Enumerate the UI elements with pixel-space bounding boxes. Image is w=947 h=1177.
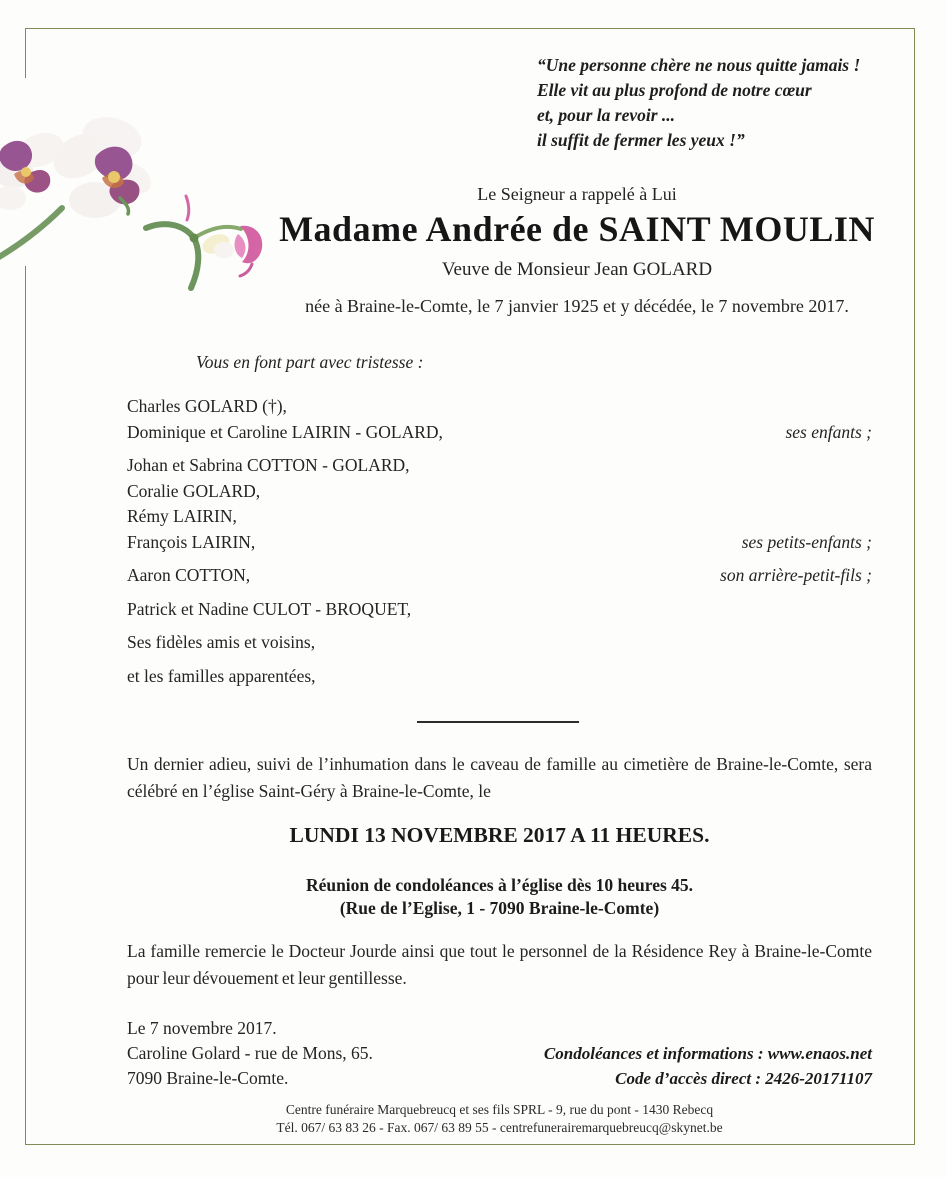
contact-address-line: 7090 Braine-le-Comte.: [127, 1068, 289, 1088]
relation-label: ses petits-enfants ;: [741, 531, 872, 552]
family-member: Coralie GOLARD,: [127, 480, 261, 501]
family-names: [127, 630, 315, 656]
family-group-related-families: [127, 664, 872, 690]
announcement-date: Le 7 novembre 2017.: [127, 1018, 277, 1038]
family-names: [127, 664, 316, 690]
thanks-paragraph: La famille remercie le Docteur Jourde ainsi que tout le personnel de la Résidence Rey à Braine-le-Comte pour leur dévouement et leur gentillesse.: [127, 941, 872, 988]
family-member: Patrick et Nadine CULOT - BROQUET,: [127, 598, 412, 619]
family-group-other: [127, 597, 872, 623]
deceased-name: Madame Andrée de SAINT MOULIN: [279, 209, 875, 249]
meeting-time: Réunion de condoléances à l’église dès 10 heures 45.: [305, 875, 694, 895]
life-dates: née à Braine-le-Comte, le 7 janvier 1925 et y décédée, le 7 novembre 2017.: [305, 296, 849, 316]
relation-label: ses enfants ;: [785, 421, 872, 442]
widow-line: Veuve de Monsieur Jean GOLARD: [441, 259, 713, 280]
ceremony-datetime: LUNDI 13 NOVEMBRE 2017 A 11 HEURES.: [289, 823, 710, 847]
family-group-grandchildren: [127, 453, 872, 555]
family-names: [127, 394, 443, 445]
funeral-home-address: Centre funéraire Marquebreucq et ses fils SPRL - 9, rue du pont - 1430 Rebecq: [285, 1102, 714, 1117]
condolences-url-line: Condoléances et informations : www.enaos.net: [543, 1044, 872, 1063]
family-member: et les familles apparentées,: [127, 665, 316, 686]
condolence-meeting-block: [127, 874, 872, 920]
online-condolences-block: [544, 1041, 872, 1091]
family-names: [127, 597, 411, 623]
relation-label: son arrière-petit-fils ;: [720, 565, 872, 585]
family-member: Rémy LAIRIN,: [127, 506, 237, 526]
contact-section: [127, 1016, 872, 1091]
contact-address-line: Caroline Golard - rue de Mons, 65.: [127, 1043, 373, 1063]
header-block: [237, 183, 917, 317]
family-group-friends: [127, 630, 872, 656]
family-member: François LAIRIN,: [127, 531, 256, 552]
family-group-children: [127, 394, 872, 445]
quote-line: et, pour la revoir ...: [537, 105, 676, 125]
family-member: Ses fidèles amis et voisins,: [127, 632, 316, 652]
memorial-quote: [537, 53, 860, 153]
family-member: Aaron COTTON,: [127, 565, 251, 585]
family-names: [127, 453, 410, 555]
access-code-line: Code d’accès direct : 2426-20171107: [615, 1069, 872, 1088]
meeting-address: (Rue de l’Eglise, 1 - 7090 Braine-le-Comte): [339, 898, 660, 918]
header-intro: Le Seigneur a rappelé à Lui: [477, 184, 677, 204]
family-member: Johan et Sabrina COTTON - GOLARD,: [127, 455, 410, 475]
quote-line: il suffit de fermer les yeux !”: [537, 130, 745, 150]
family-intro: Vous en font part avec tristesse :: [196, 352, 424, 372]
funeral-home-contact: Tél. 067/ 63 83 26 - Fax. 067/ 63 89 55 - centrefunerairemarquebreucq@skynet.be: [276, 1120, 723, 1135]
quote-line: “Une personne chère ne nous quitte jamais !: [537, 55, 861, 75]
quote-line: Elle vit au plus profond de notre cœur: [537, 80, 812, 100]
funeral-home-footer: [127, 1101, 872, 1137]
section-divider: [417, 721, 579, 723]
family-member: Charles GOLARD (†),: [127, 396, 287, 416]
contact-address-block: [127, 1016, 373, 1091]
family-group-great-grandson: [127, 563, 872, 589]
ceremony-paragraph: Un dernier adieu, suivi de l’inhumation dans le caveau de famille au cimetière de Braine-le-Comte, sera célébré en l’église Saint-Géry à Braine-le-Comte, le: [127, 754, 872, 801]
family-names: [127, 563, 250, 589]
family-section: [127, 352, 872, 697]
family-member: Dominique et Caroline LAIRIN - GOLARD,: [127, 421, 443, 442]
